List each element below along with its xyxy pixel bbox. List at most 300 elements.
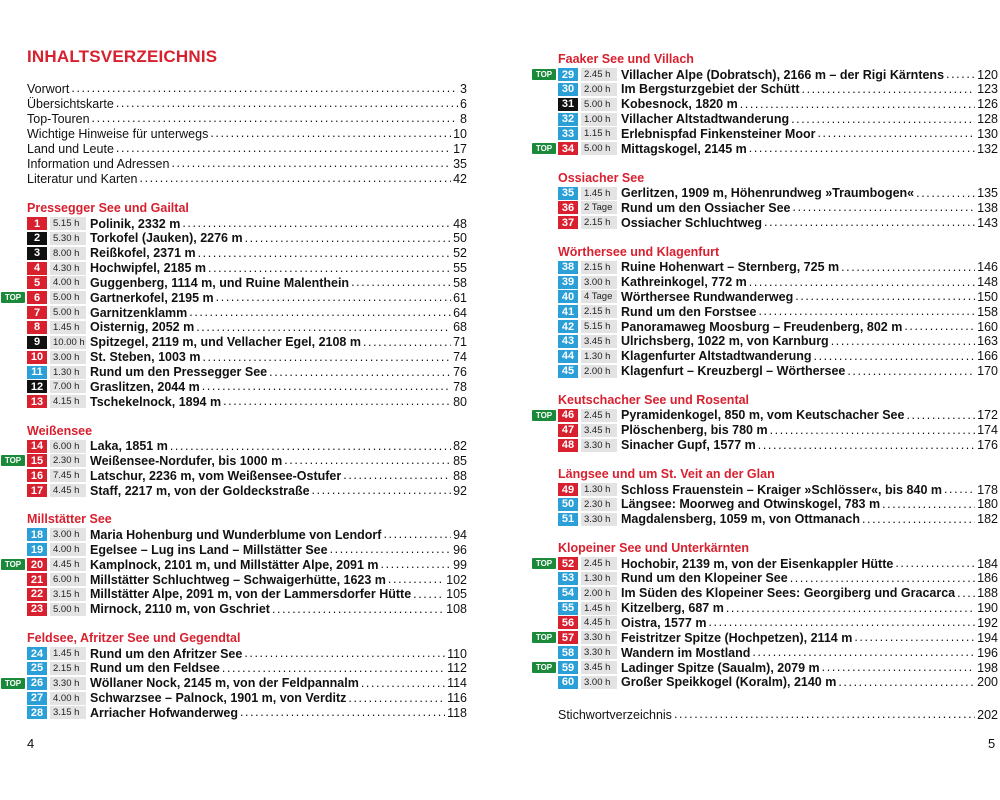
tour-number: 6 [27,291,47,304]
tour-page: 88 [453,468,467,483]
tour-page: 64 [453,305,467,320]
tour-number: 58 [558,646,578,659]
tour-duration: 4.00 h [50,543,86,556]
tour-title: Reißkofel, 2371 m [90,246,196,261]
tour-page: 126 [977,97,998,112]
top-tour-badge: TOP [532,69,556,80]
tour-page: 158 [977,304,998,319]
front-matter-entry [27,126,467,141]
tour-entry [27,216,467,231]
tour-page: 150 [977,289,998,304]
tour-entry [27,305,467,320]
tour-number: 20 [27,558,47,571]
dot-leader [202,379,451,394]
tour-title: Ruine Hohenwart – Sternberg, 725 m [621,260,840,275]
tour-duration: 3.30 h [581,513,617,526]
tour-entry [558,200,998,215]
tour-duration: 2.00 h [581,587,617,600]
tour-entry [27,468,467,483]
tour-duration: 2.45 h [581,557,617,570]
tour-duration: 4.30 h [50,262,86,275]
tour-entry [558,186,998,201]
tour-number: 16 [27,469,47,482]
tour-title: Garnitzenklamm [90,305,188,320]
dot-leader [284,453,451,468]
tour-number: 40 [558,290,578,303]
dot-leader [791,112,975,127]
tour-entry [27,261,467,276]
tour-entry [27,587,467,602]
tour-page: 138 [977,200,998,215]
dot-leader [383,527,451,542]
tour-page: 148 [977,275,998,289]
tour-entry [27,231,467,246]
tour-duration: 8.00 h [50,247,86,260]
tour-title: Panoramaweg Moosburg – Freudenberg, 802 m [621,319,903,334]
tour-entry [535,141,998,156]
tour-entry [558,512,998,527]
dot-leader [361,676,445,691]
tour-duration: 2.00 h [581,83,617,96]
tour-duration: 2.00 h [581,365,617,378]
tour-number: 17 [27,484,47,497]
tour-number: 14 [27,440,47,453]
tour-number: 23 [27,603,47,616]
dot-leader [854,630,975,645]
tour-duration: 3.15 h [50,706,86,719]
dot-leader [749,275,975,290]
tour-title: Ossiacher Schluchtweg [621,215,763,230]
tour-entry [27,275,467,290]
tour-number: 36 [558,201,578,214]
tour-page: 196 [977,645,998,660]
tour-entry [27,394,467,409]
tour-duration: 4 Tage [581,290,617,303]
dot-leader [841,260,975,275]
tour-page: 80 [453,394,467,409]
tour-page: 172 [977,408,998,423]
tour-entry [558,304,998,319]
tour-number: 60 [558,676,578,689]
tour-title: Weißensee-Nordufer, bis 1000 m [90,453,283,468]
tour-number: 35 [558,187,578,200]
tour-title: Rund um den Feldsee [90,661,220,676]
dot-leader [758,304,975,319]
tour-title: Im Bergsturzgebiet der Schütt [621,82,800,97]
entry-label: Information und Adressen [27,156,170,171]
dot-leader [882,497,975,512]
dot-leader [802,82,976,97]
tour-page: 52 [453,246,467,261]
tour-page: 68 [453,320,467,335]
tour-page: 176 [977,438,998,453]
tour-page: 178 [977,482,998,497]
entry-page: 202 [977,707,998,722]
tour-page: 120 [977,67,998,82]
section-heading: Ossiacher See [558,170,645,185]
tour-number: 34 [558,142,578,155]
dot-leader [208,261,451,276]
top-tour-badge: TOP [1,292,25,303]
tour-entry [4,557,467,572]
tour-entry [27,246,467,261]
tour-title: Schwarzsee – Palnock, 1901 m, von Verditz [90,691,347,706]
entry-page: 3 [460,81,467,96]
dot-leader [817,126,975,141]
tour-entry [558,275,998,290]
entry-page: 35 [453,156,467,171]
tour-entry [27,483,467,498]
tour-number: 4 [27,262,47,275]
tour-number: 56 [558,616,578,629]
tour-number: 48 [558,439,578,452]
tour-title: Kitzelberg, 687 m [621,601,724,616]
tour-entry [558,334,998,349]
tour-title: Polinik, 2332 m [90,216,181,231]
dot-leader [240,705,445,720]
section-heading: Faaker See und Villach [558,52,694,66]
tour-duration: 4.15 h [50,395,86,408]
tour-duration: 3.45 h [581,661,617,674]
section-heading: Feldsee, Afritzer See und Gegendtal [27,631,241,646]
section-heading: Wörthersee und Klagenfurt [558,244,720,259]
tour-entry [558,615,998,630]
tour-duration: 2.15 h [581,305,617,318]
tour-title: Wandern im Mostland [621,645,751,660]
section-heading: Längsee und um St. Veit an der Glan [558,467,775,481]
tour-entry [27,320,467,335]
tour-duration: 1.45 h [581,187,617,200]
dot-leader [862,512,975,527]
tour-page: 105 [446,587,467,602]
dot-leader [92,111,459,126]
dot-leader [244,646,445,661]
tour-page: 71 [453,335,467,350]
tour-duration: 1.45 h [581,602,617,615]
tour-entry [4,290,467,305]
entry-page: 17 [453,141,467,156]
tour-duration: 1.45 h [50,647,86,660]
tour-page: 130 [977,126,998,141]
dot-leader [343,468,451,483]
tour-duration: 6.00 h [50,573,86,586]
dot-leader [381,557,452,572]
tour-duration: 7.00 h [50,380,86,393]
tour-duration: 4.45 h [50,484,86,497]
tour-entry [558,438,998,453]
index-entry [558,707,998,722]
dot-leader [182,216,451,231]
tour-duration: 2.15 h [581,261,617,274]
tour-title: Wöllaner Nock, 2145 m, von der Feldpannalm [90,676,359,691]
dot-leader [904,319,975,334]
tour-title: Erlebnispfad Finkensteiner Moor [621,126,816,141]
section-heading: Millstätter See [27,512,112,527]
dot-leader [957,586,975,601]
tour-title: Mittagskogel, 2145 m [621,141,747,156]
tour-number: 27 [27,692,47,705]
dot-leader [170,439,451,454]
front-matter-entry [27,141,467,156]
tour-entry [27,572,467,587]
tour-duration: 2.15 h [581,216,617,229]
tour-page: 143 [977,215,998,230]
tour-duration: 2.15 h [50,662,86,675]
tour-title: Kathreinkogel, 772 m [621,275,747,289]
dot-leader [140,171,452,186]
tour-page: 112 [447,661,467,676]
tour-duration: 3.00 h [50,351,86,364]
tour-entry [558,571,998,586]
dot-leader [330,542,452,557]
dot-leader [822,660,975,675]
entry-page: 6 [460,96,467,111]
tour-duration: 2.30 h [581,498,617,511]
dot-leader [946,67,975,82]
tour-number: 42 [558,320,578,333]
tour-title: Großer Speikkogel (Koralm), 2140 m [621,675,837,690]
dot-leader [674,707,975,722]
tour-page: 78 [453,379,467,394]
dot-leader [758,438,975,453]
tour-number: 25 [27,662,47,675]
tour-duration: 2.45 h [581,68,617,81]
tour-entry [27,646,467,661]
tour-page: 92 [453,483,467,498]
dot-leader [116,141,451,156]
dot-leader [916,186,975,201]
tour-page: 116 [447,691,467,706]
tour-page: 184 [977,556,998,571]
dot-leader [708,615,975,630]
tour-entry [558,215,998,230]
tour-entry [27,439,467,454]
dot-leader [726,601,975,616]
tour-number: 11 [27,366,47,379]
tour-entry [27,365,467,380]
tour-entry [27,602,467,617]
tour-number: 8 [27,321,47,334]
dot-leader [847,364,975,379]
tour-title: Mirnock, 2110 m, von Gschriet [90,602,270,617]
tour-entry [27,661,467,676]
tour-number: 22 [27,588,47,601]
tour-title: Klagenfurt – Kreuzbergl – Wörthersee [621,364,846,379]
tour-number: 24 [27,647,47,660]
front-matter-entry [27,171,467,186]
dot-leader [348,691,445,706]
section-heading: Weißensee [27,423,93,438]
entry-label: Literatur und Karten [27,171,138,186]
tour-duration: 3.30 h [581,439,617,452]
tour-title: Rund um den Pressegger See [90,365,268,379]
tour-entry [558,364,998,379]
tour-number: 31 [558,98,578,111]
tour-page: 135 [977,186,998,201]
tour-page: 118 [447,705,467,720]
section-heading: Keutschacher See und Rosental [558,392,750,407]
dot-leader [171,156,451,171]
tour-number: 54 [558,587,578,600]
tour-entry [535,660,998,675]
tour-page: 61 [453,290,467,305]
tour-page: 132 [977,141,998,156]
tour-entry [558,97,998,112]
tour-number: 59 [558,661,578,674]
tour-duration: 5.15 h [581,320,617,333]
dot-leader [831,334,975,349]
tour-page: 200 [977,675,998,690]
tour-duration: 1.45 h [50,321,86,334]
dot-leader [216,290,451,305]
tour-title: Feistritzer Spitze (Hochpetzen), 2114 m [621,630,853,645]
entry-label: Wichtige Hinweise für unterwegs [27,126,209,141]
tour-entry [558,82,998,97]
tour-duration: 7.45 h [50,469,86,482]
dot-leader [388,572,444,587]
tour-number: 50 [558,498,578,511]
dot-leader [210,126,451,141]
top-tour-badge: TOP [532,662,556,673]
tour-number: 30 [558,83,578,96]
tour-page: 55 [453,261,467,276]
tour-number: 53 [558,572,578,585]
tour-title: Gerlitzen, 1909 m, Höhenrundweg »Traumbogen« [621,186,915,201]
tour-title: Torkofel (Jauken), 2276 m [90,231,243,246]
entry-label: Land und Leute [27,141,114,156]
tour-page: 99 [453,557,467,572]
tour-title: Kobesnock, 1820 m [621,97,738,112]
tour-number: 49 [558,483,578,496]
dot-leader [895,556,975,571]
tour-duration: 3.45 h [581,335,617,348]
tour-duration: 3.30 h [581,646,617,659]
tour-title: Kamplnock, 2101 m, und Millstätter Alpe, 2091 m [90,557,379,572]
tour-entry [4,453,467,468]
tour-title: Millstätter Schluchtweg – Schwaigerhütte, 1623 m [90,572,386,587]
tour-duration: 2.30 h [50,454,86,467]
tour-entry [4,676,467,691]
front-matter-entry [27,156,467,171]
tour-title: Schloss Frauenstein – Kraiger »Schlösser«, bis 840 m [621,482,942,497]
tour-number: 5 [27,276,47,289]
top-tour-badge: TOP [1,455,25,466]
dot-leader [116,96,458,111]
tour-page: 50 [453,231,467,246]
dot-leader [71,81,458,96]
tour-page: 163 [977,334,998,349]
top-tour-badge: TOP [532,143,556,154]
dot-leader [770,423,976,438]
tour-number: 10 [27,351,47,364]
tour-title: Hochobir, 2139 m, von der Eisenkappler Hütte [621,556,894,571]
tour-number: 57 [558,631,578,644]
tour-number: 33 [558,127,578,140]
dot-leader [749,141,975,156]
tour-duration: 10.00 h [50,336,86,349]
tour-entry [558,289,998,304]
tour-title: Guggenberg, 1114 m, und Ruine Malenthein [90,275,350,290]
tour-duration: 5.00 h [50,603,86,616]
tour-duration: 5.00 h [581,98,617,111]
tour-number: 26 [27,677,47,690]
top-tour-badge: TOP [532,558,556,569]
tour-title: Rund um den Forstsee [621,304,757,319]
entry-page: 10 [453,126,467,141]
tour-title: Rund um den Klopeiner See [621,571,788,586]
dot-leader [223,394,451,409]
tour-page: 192 [977,615,998,630]
page-number-right: 5 [988,736,996,751]
tour-number: 44 [558,350,578,363]
tour-page: 128 [977,112,998,127]
tour-page: 174 [977,423,998,438]
tour-entry [558,319,998,334]
tour-duration: 6.00 h [50,440,86,453]
page-number-left: 4 [27,736,35,751]
entry-label: Übersichtskarte [27,96,114,111]
tour-number: 2 [27,232,47,245]
tour-page: 146 [977,260,998,275]
tour-entry [558,112,998,127]
tour-duration: 3.00 h [581,676,617,689]
tour-duration: 3.45 h [581,424,617,437]
tour-page: 74 [453,350,467,365]
dot-leader [814,349,976,364]
tour-duration: 4.00 h [50,692,86,705]
tour-title: Latschur, 2236 m, vom Weißensee-Ostufer [90,468,342,483]
dot-leader [793,200,976,215]
tour-page: 190 [977,601,998,616]
tour-title: Sinacher Gupf, 1577 m [621,438,756,453]
top-tour-badge: TOP [1,678,25,689]
dot-leader [944,482,975,497]
tour-page: 198 [977,660,998,675]
tour-title: Im Süden des Klopeiner Sees: Georgiberg und Gracarca [621,586,956,601]
tour-entry [27,379,467,394]
entry-label: Stichwortverzeichnis [558,707,672,722]
tour-title: Gartnerkofel, 2195 m [90,290,214,305]
front-matter-entry [27,96,467,111]
tour-duration: 5.15 h [50,217,86,230]
tour-page: 186 [977,571,998,586]
dot-leader [189,305,451,320]
section-heading: Klopeiner See und Unterkärnten [558,541,750,556]
top-tour-badge: TOP [532,410,556,421]
tour-title: Klagenfurter Altstadtwanderung [621,349,812,364]
tour-title: Villacher Altstadtwanderung [621,112,790,127]
dot-leader [838,675,975,690]
tour-number: 29 [558,68,578,81]
top-tour-badge: TOP [532,632,556,643]
tour-duration: 5.00 h [581,142,617,155]
tour-entry [535,556,998,571]
tour-page: 110 [447,646,467,661]
tour-number: 28 [27,706,47,719]
dot-leader [245,231,451,246]
tour-number: 38 [558,261,578,274]
tour-duration: 2.45 h [581,409,617,422]
tour-entry [558,645,998,660]
dot-leader [764,215,975,230]
dot-leader [906,408,975,423]
tour-number: 15 [27,454,47,467]
tour-number: 7 [27,306,47,319]
tour-entry [27,527,467,542]
tour-duration: 3.00 h [50,528,86,541]
section-heading: Pressegger See und Gailtal [27,201,189,215]
tour-title: Ladinger Spitze (Saualm), 2079 m [621,660,820,675]
